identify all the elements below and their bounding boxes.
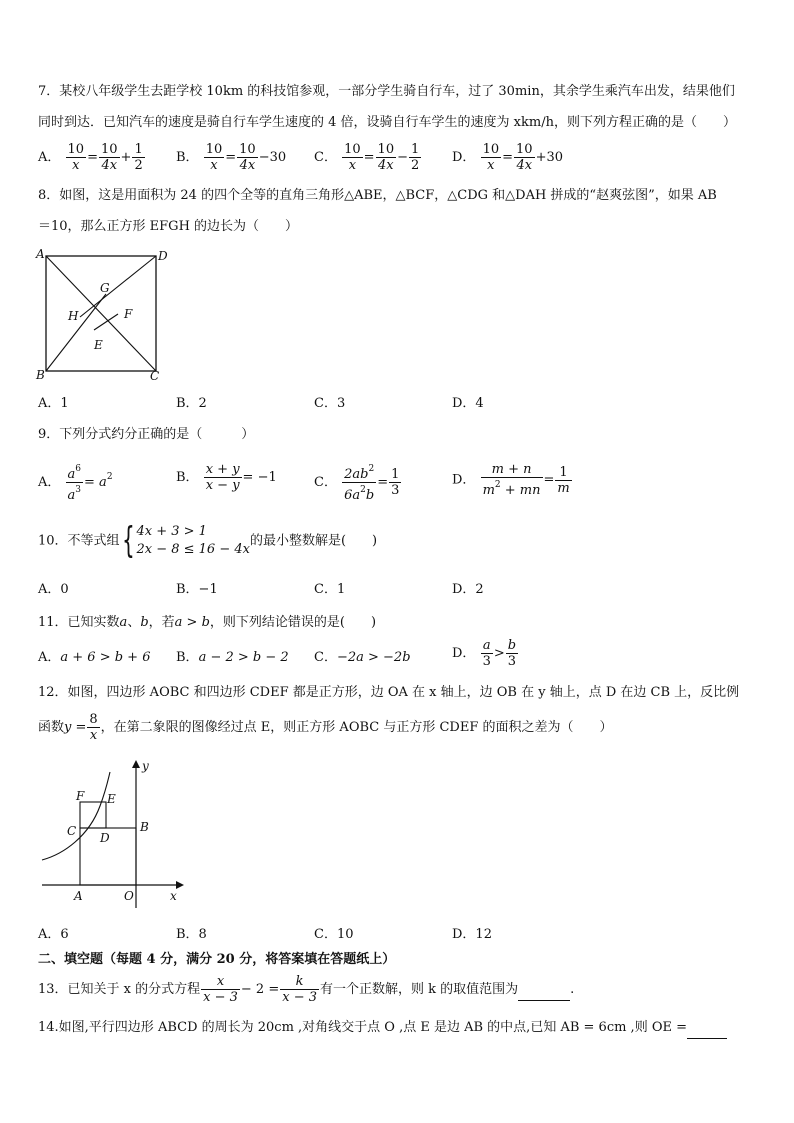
- option-label: C．: [314, 150, 337, 165]
- zhao-shuang-diagram: [34, 248, 174, 384]
- fraction: $\frac{x + y}{x - y}$: [205, 462, 240, 493]
- label-g: G: [100, 281, 110, 295]
- fraction: $\frac{1}{2}$: [411, 142, 420, 173]
- option-label: C．: [314, 650, 337, 665]
- q13-stem: 13．已知关于 x 的分式方程 $\frac{x}{x - 3}$ − 2 = $\frac{k}{x - 3}$ 有一个正数解，则 k 的取值范围为 .: [38, 974, 575, 1005]
- option-label: D．: [452, 150, 476, 165]
- left-brace: {: [121, 520, 135, 561]
- answer-blank[interactable]: [518, 980, 570, 1001]
- q7-option-d[interactable]: D． $\frac{10}{x}$ = $\frac{10}{4x}$ +30: [452, 142, 564, 173]
- q10-option-b[interactable]: B．−1: [176, 582, 218, 597]
- label-y: y: [142, 759, 149, 773]
- q11-option-d[interactable]: D． $\frac{a}{3}$ > $\frac{b}{3}$: [452, 638, 517, 669]
- fraction: $\frac{8}{x}$: [89, 712, 98, 743]
- fraction: $\frac{2ab^2}{6a^2b}$: [344, 464, 375, 503]
- fraction: $\frac{10}{x}$: [205, 142, 223, 173]
- q9-stem: 9．下列分式约分正确的是（ ）: [38, 427, 255, 442]
- label-h: H: [68, 309, 79, 323]
- q12-option-c[interactable]: C．10: [314, 927, 354, 942]
- q10-option-a[interactable]: A．0: [38, 582, 69, 597]
- q7-stem-line2: 同时到达．已知汽车的速度是骑自行车学生速度的 4 倍，设骑自行车学生的速度为 xkm/h，则下列方程正确的是（ ）: [38, 115, 736, 130]
- q11-option-c[interactable]: C．−2a > −2b: [314, 650, 411, 665]
- line-a-to-c: [46, 256, 156, 371]
- line-d-to-h: [80, 256, 156, 317]
- q8-stem-line2: ＝10，那么正方形 EFGH 的边长为（ ）: [38, 219, 299, 234]
- option-label: D．: [452, 646, 476, 661]
- label-f: F: [76, 789, 85, 803]
- q12-stem-line1: 12．如图，四边形 AOBC 和四边形 CDEF 都是正方形，边 OA 在 x 轴上，边 OB 在 y 轴上，点 D 在边 CB 上，反比例: [38, 685, 740, 700]
- q9-option-c[interactable]: C． $\frac{2ab^2}{6a^2b}$ = $\frac{1}{3}$: [314, 464, 400, 503]
- q11-option-a[interactable]: A．a + 6 > b + 6: [38, 650, 151, 665]
- coordinate-figure: [34, 758, 184, 918]
- option-label: A．: [38, 475, 61, 490]
- line-b-to-g: [46, 294, 106, 371]
- q9-option-b[interactable]: B． $\frac{x + y}{x - y}$ = −1: [176, 462, 277, 493]
- option-label: B．: [176, 150, 199, 165]
- x-axis-arrow: [176, 881, 184, 889]
- fraction: $\frac{x}{x - 3}$: [203, 974, 238, 1005]
- q8-option-c[interactable]: C．3: [314, 396, 346, 411]
- fraction: $\frac{k}{x - 3}$: [282, 974, 317, 1005]
- q8-option-d[interactable]: D．4: [452, 396, 484, 411]
- fraction: $\frac{10}{4x}$: [516, 142, 533, 173]
- q12-stem-line2: 函数y = $\frac{8}{x}$ ，在第二象限的图像经过点 E，则正方形 AOBC 与正方形 CDEF 的面积之差为（ ）: [38, 712, 613, 743]
- q8-option-b[interactable]: B．2: [176, 396, 207, 411]
- label-o: O: [124, 889, 134, 903]
- fraction: $\frac{a}{3}$: [482, 638, 491, 669]
- q9-option-d[interactable]: D． $\frac{m + n}{m^2 + mn}$ = $\frac{1}{m}$: [452, 462, 570, 498]
- q11-stem: 11．已知实数a、b，若a > b，则下列结论错误的是( ): [38, 615, 377, 630]
- fraction: $\frac{b}{3}$: [507, 638, 517, 669]
- q7-option-c[interactable]: C． $\frac{10}{x}$ = $\frac{10}{4x}$ − $\frac{1}{2}$: [314, 142, 420, 173]
- label-c: C: [150, 369, 160, 383]
- inequality-system: 4x + 3 > 1 2x − 8 ≤ 16 − 4x: [136, 524, 250, 557]
- hyperbola-curve: [42, 772, 110, 860]
- section-heading: 二、填空题（每题 4 分，满分 20 分，将答案填在答题纸上）: [38, 952, 396, 967]
- option-label: B．: [176, 650, 199, 665]
- answer-blank[interactable]: [687, 1018, 727, 1039]
- option-label: A．: [38, 150, 61, 165]
- q11-option-b[interactable]: B．a − 2 > b − 2: [176, 650, 289, 665]
- option-label: C．: [314, 475, 337, 490]
- q7-option-a[interactable]: A． $\frac{10}{x}$ = $\frac{10}{4x}$ + $\frac{1}{2}$: [38, 142, 143, 173]
- fraction: $\frac{10}{4x}$: [100, 142, 118, 173]
- fraction: $\frac{1}{2}$: [134, 142, 143, 173]
- label-a: A: [74, 889, 83, 903]
- q12-option-b[interactable]: B．8: [176, 927, 207, 942]
- q8-stem-line1: 8．如图，这是用面积为 24 的四个全等的直角三角形△ABE，△BCF，△CDG 和△DAH 拼成的“赵爽弦图”，如果 AB: [38, 188, 717, 203]
- fraction: $\frac{a^6}{a^3}$: [67, 464, 82, 503]
- q9-option-a[interactable]: A． $\frac{a^6}{a^3}$ = $a^2$: [38, 464, 113, 503]
- label-c: C: [67, 824, 77, 838]
- q8-option-a[interactable]: A．1: [38, 396, 69, 411]
- fraction: $\frac{1}{m}$: [557, 464, 570, 496]
- square-cdef: [80, 802, 106, 828]
- label-d: D: [100, 831, 110, 845]
- label-b: B: [140, 820, 149, 834]
- fraction: $\frac{10}{4x}$: [239, 142, 256, 173]
- label-e: E: [94, 338, 103, 352]
- fraction: $\frac{10}{x}$: [344, 142, 361, 173]
- q14-stem: 14.如图,平行四边形 ABCD 的周长为 20cm ,对角线交于点 O ,点 E 是边 AB 的中点,已知 AB = 6cm ,则 OE =: [38, 1018, 727, 1039]
- fraction: $\frac{10}{x}$: [482, 142, 500, 173]
- q10-option-c[interactable]: C．1: [314, 582, 346, 597]
- fraction: $\frac{m + n}{m^2 + mn}$: [482, 462, 541, 498]
- q7-stem-line1: 7．某校八年级学生去距学校 10km 的科技馆参观，一部分学生骑自行车，过了 30min，其余学生乘汽车出发，结果他们: [38, 84, 735, 99]
- fraction: $\frac{10}{x}$: [67, 142, 85, 173]
- label-b: B: [36, 368, 45, 382]
- option-label: A．: [38, 650, 61, 665]
- q10-option-d[interactable]: D．2: [452, 582, 484, 597]
- fraction: $\frac{1}{3}$: [391, 467, 400, 498]
- fraction: $\frac{10}{4x}$: [377, 142, 395, 173]
- label-x: x: [170, 889, 177, 903]
- q12-option-a[interactable]: A．6: [38, 927, 69, 942]
- label-e: E: [107, 792, 116, 806]
- label-d: D: [158, 249, 168, 263]
- y-axis-arrow: [132, 760, 140, 768]
- label-f: F: [124, 307, 133, 321]
- q10-stem: 10．不等式组{ 4x + 3 > 1 2x − 8 ≤ 16 − 4x 的最小整数解是( ): [38, 520, 378, 561]
- q7-option-b[interactable]: B． $\frac{10}{x}$ = $\frac{10}{4x}$ −30: [176, 142, 287, 173]
- label-a: A: [36, 248, 45, 261]
- option-label: B．: [176, 470, 199, 485]
- q12-option-d[interactable]: D．12: [452, 927, 492, 942]
- option-label: D．: [452, 472, 476, 488]
